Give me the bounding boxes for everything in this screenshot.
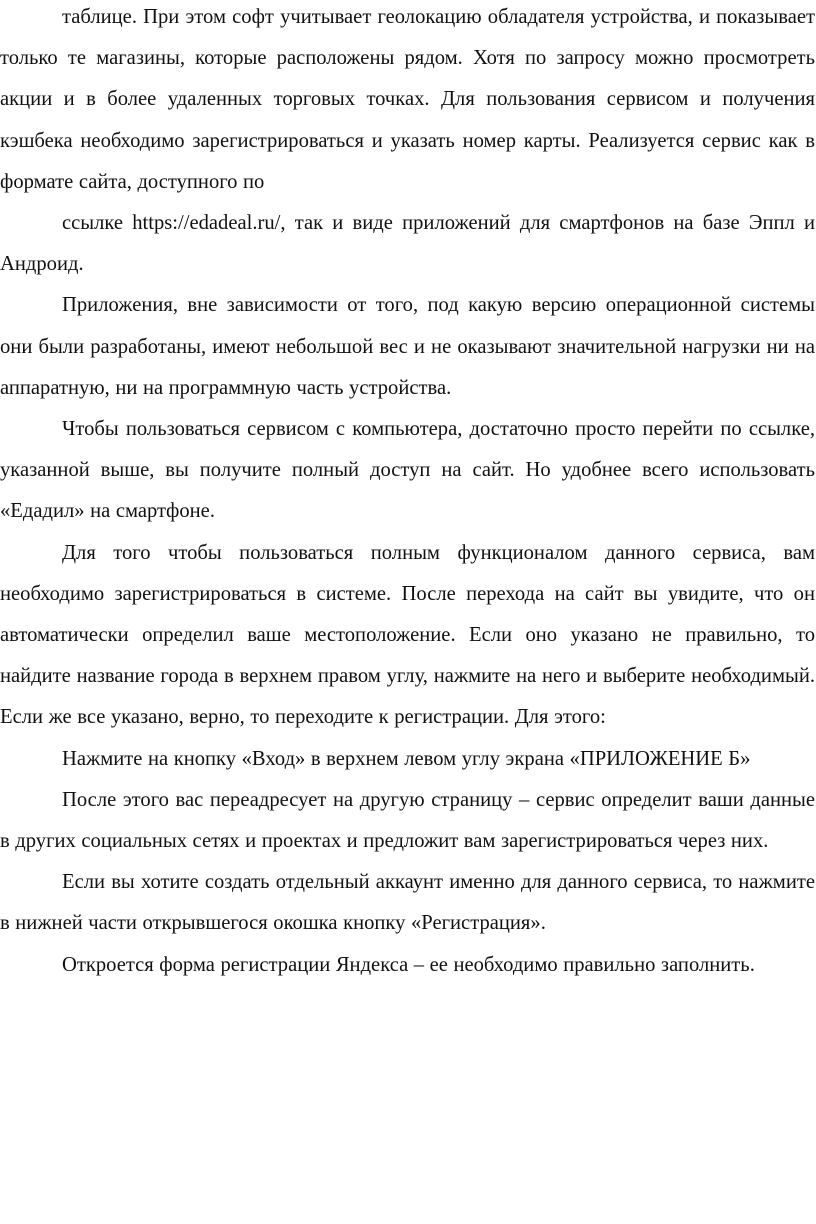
- paragraph-5: Для того чтобы пользоваться полным функционалом данного сервиса, вам необходимо зарегистрироваться в системе. После перехода на сайт вы увидите, что он автоматически определил ваше местоположение. Если оно указано не правильно, то найдите название города в верхнем правом углу, нажмите на него и выберите необходимый. Если же все указано, верно, то переходите к регистрации. Для этого:: [0, 541, 815, 729]
- paragraph-2: ссылке https://edadeal.ru/, так и виде приложений для смартфонов на базе Эппл и Андроид.: [0, 212, 815, 276]
- paragraph-7: После этого вас переадресует на другую страницу – сервис определит ваши данные в других социальных сетях и проектах и предложит вам зарегистрироваться через них.: [0, 788, 815, 853]
- paragraph-8: Если вы хотите создать отдельный аккаунт именно для данного сервиса, то нажмите в нижней части открывшегося окошка кнопку «Регистрация».: [0, 871, 815, 935]
- paragraph-3: Приложения, вне зависимости от того, под какую версию операционной системы они были разработаны, имеют небольшой вес и не оказывают значительной нагрузки ни на аппаратную, ни на программную часть устройства.: [0, 294, 815, 399]
- paragraph-4: Чтобы пользоваться сервисом с компьютера, достаточно просто перейти по ссылке, указанной выше, вы получите полный доступ на сайт. Но удобнее всего использовать «Едадил» на смартфоне.: [0, 418, 815, 523]
- paragraph-9: Откроется форма регистрации Яндекса – ее необходимо правильно заполнить.: [62, 953, 755, 976]
- paragraph-1: таблице. При этом софт учитывает геолокацию обладателя устройства, и показывает только те магазины, которые расположены рядом. Хотя по запросу можно просмотреть акции и в более удаленных торговых точках. Для пользования сервисом и получения кэшбека необходимо зарегистрироваться и указать номер карты. Реализуется сервис как в формате сайта, доступного по: [0, 6, 815, 193]
- paragraph-6: Нажмите на кнопку «Вход» в верхнем левом углу экрана «ПРИЛОЖЕНИЕ Б»: [62, 747, 751, 770]
